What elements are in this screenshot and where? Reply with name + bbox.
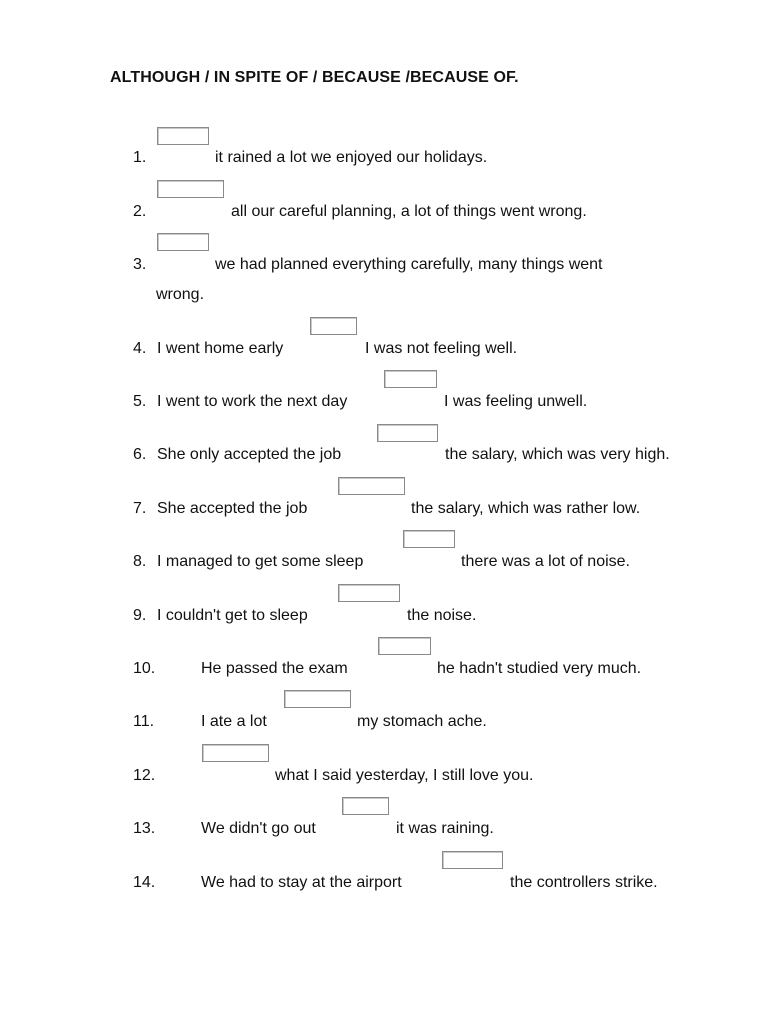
item-14-text-before: We had to stay at the airport [201,874,402,891]
item-14-number: 14. [133,874,156,891]
item-6-text-before: She only accepted the job [157,446,342,463]
item-12-number: 12. [133,767,156,784]
item-5-answer-box[interactable] [384,370,437,388]
item-13-number: 13. [133,820,156,837]
item-6-text-after: the salary, which was very high. [445,446,670,463]
item-5-number: 5. [133,393,147,410]
item-7-number: 7. [133,500,147,517]
item-1-answer-box[interactable] [157,127,209,145]
item-1-text-after: it rained a lot we enjoyed our holidays. [215,149,488,166]
item-5-text-before: I went to work the next day [157,393,348,410]
item-3-number: 3. [133,256,147,273]
item-13-text-before: We didn't go out [201,820,316,837]
item-11-text-after: my stomach ache. [357,713,487,730]
item-2-number: 2. [133,203,147,220]
item-5-text-after: I was feeling unwell. [444,393,588,410]
item-2-text-after: all our careful planning, a lot of things went wrong. [231,203,587,220]
item-12-text-after: what I said yesterday, I still love you. [275,767,534,784]
item-9-text-before: I couldn't get to sleep [157,607,308,624]
item-6-number: 6. [133,446,147,463]
item-14-answer-box[interactable] [442,851,503,869]
item-7-text-before: She accepted the job [157,500,308,517]
item-4-text-after: I was not feeling well. [365,340,518,357]
item-8-number: 8. [133,553,147,570]
item-4-number: 4. [133,340,147,357]
item-12-answer-box[interactable] [202,744,269,762]
worksheet-title: ALTHOUGH / IN SPITE OF / BECAUSE /BECAUSE OF. [110,69,519,86]
item-11-answer-box[interactable] [284,690,351,708]
item-8-text-before: I managed to get some sleep [157,553,364,570]
item-6-answer-box[interactable] [377,424,438,442]
item-3-answer-box[interactable] [157,233,209,251]
item-9-answer-box[interactable] [338,584,400,602]
item-9-text-after: the noise. [407,607,477,624]
item-4-answer-box[interactable] [310,317,357,335]
item-10-number: 10. [133,660,156,677]
item-10-text-before: He passed the exam [201,660,348,677]
item-9-number: 9. [133,607,147,624]
item-4-text-before: I went home early [157,340,284,357]
item-14-text-after: the controllers strike. [510,874,658,891]
item-3-text-after-line2: wrong. [156,286,205,303]
item-3-text-after: we had planned everything carefully, many things went [215,256,603,273]
item-11-number: 11. [133,713,155,730]
item-8-text-after: there was a lot of noise. [461,553,630,570]
item-10-text-after: he hadn't studied very much. [437,660,642,677]
item-7-answer-box[interactable] [338,477,405,495]
item-7-text-after: the salary, which was rather low. [411,500,641,517]
item-10-answer-box[interactable] [378,637,431,655]
item-13-text-after: it was raining. [396,820,494,837]
item-13-answer-box[interactable] [342,797,389,815]
item-8-answer-box[interactable] [403,530,455,548]
item-2-answer-box[interactable] [157,180,224,198]
item-11-text-before: I ate a lot [201,713,267,730]
item-1-number: 1. [133,149,147,166]
